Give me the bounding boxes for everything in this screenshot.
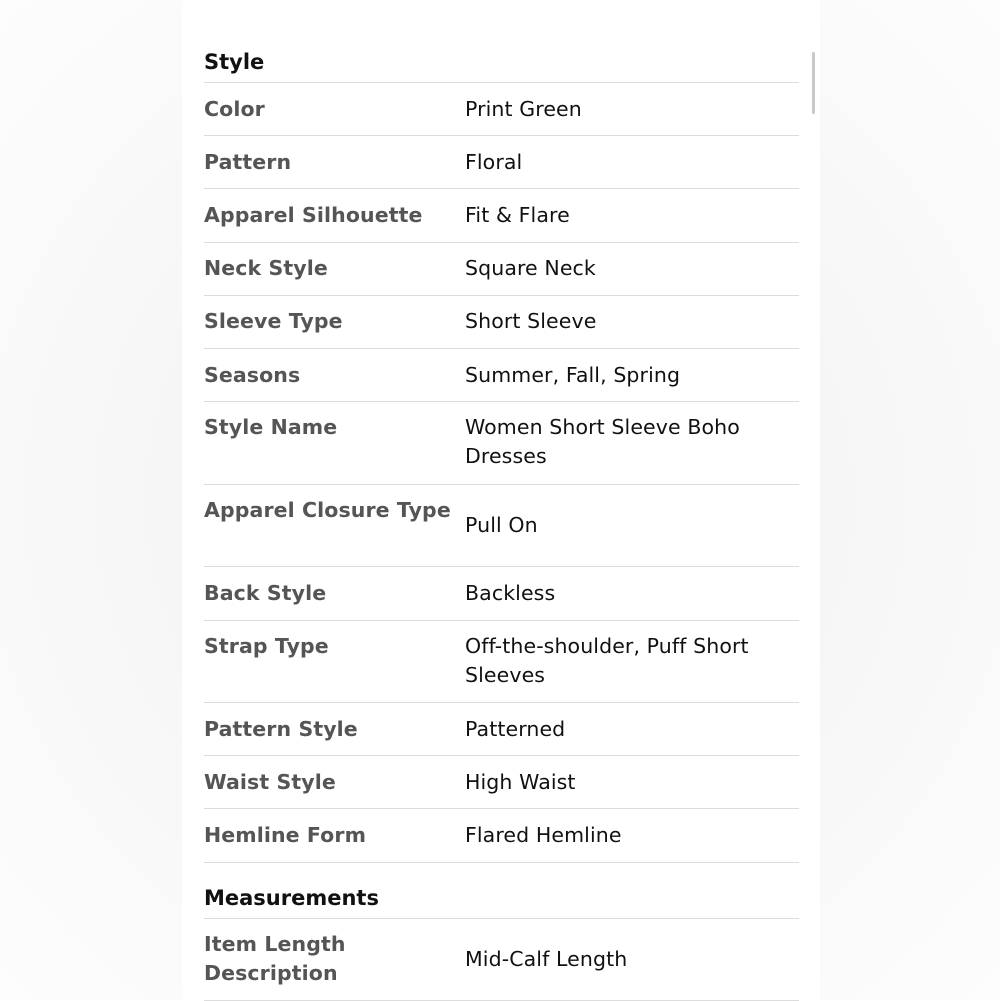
table-row-style-name: [204, 402, 799, 485]
table-row-color: [204, 83, 799, 136]
row-label: Color: [204, 96, 265, 121]
row-value: Print Green: [465, 96, 582, 121]
row-value: Square Neck: [465, 256, 596, 281]
table-row-waist-style: [204, 756, 799, 809]
row-value: Backless: [465, 580, 556, 605]
row-label: Pattern Style: [204, 716, 358, 741]
table-row-sleeve-type: [204, 296, 799, 349]
row-value: Summer, Fall, Spring: [465, 362, 681, 387]
row-value: Pull On: [465, 513, 538, 538]
table-row-strap-type: [204, 621, 799, 704]
table-row-item-length-description: [204, 919, 799, 1001]
table-row-apparel-silhouette: [204, 189, 799, 242]
row-value: Patterned: [465, 716, 566, 741]
row-label: Apparel Silhouette: [204, 202, 423, 227]
row-label: Neck Style: [204, 256, 328, 281]
row-label: Sleeve Type: [204, 309, 343, 334]
row-label: Waist Style: [204, 769, 336, 794]
row-label: Pattern: [204, 149, 292, 174]
scrollbar[interactable]: [810, 52, 816, 992]
table-row-back-style: [204, 567, 799, 620]
row-value: Off-the-shoulder, Puff Short Sleeves: [465, 633, 749, 687]
table-row-seasons: [204, 349, 799, 402]
row-value: Flared Hemline: [465, 823, 622, 848]
table-row-pattern: [204, 136, 799, 189]
scrollbar-thumb[interactable]: [812, 52, 815, 114]
section-heading-measurements: Measurements: [204, 863, 799, 919]
row-value: Fit & Flare: [465, 202, 570, 227]
row-label: Apparel Closure Type: [204, 497, 451, 522]
row-label: Seasons: [204, 362, 301, 387]
section-heading-style: Style: [204, 36, 799, 83]
table-row-hemline-form: [204, 809, 799, 862]
row-value: High Waist: [465, 769, 576, 794]
row-value: Mid-Calf Length: [465, 946, 628, 971]
product-details-table: [204, 36, 799, 1001]
table-row-apparel-closure-type: [204, 485, 799, 568]
row-label: Hemline Form: [204, 823, 367, 848]
row-label: Back Style: [204, 580, 327, 605]
row-value: Floral: [465, 149, 523, 174]
table-row-neck-style: [204, 243, 799, 296]
table-row-pattern-style: [204, 703, 799, 756]
row-label: Style Name: [204, 415, 338, 440]
row-value: Short Sleeve: [465, 309, 597, 334]
row-label: Strap Type: [204, 633, 329, 658]
row-value: Women Short Sleeve Boho Dresses: [465, 415, 740, 469]
row-label: Item Length Description: [204, 931, 346, 985]
